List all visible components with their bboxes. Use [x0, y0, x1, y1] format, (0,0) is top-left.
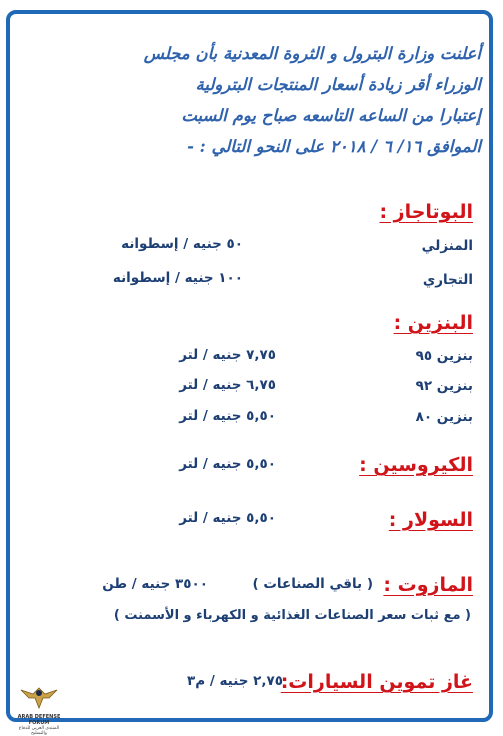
benzine-80-price: ٥,٥٠ جنيه / لتر	[179, 408, 276, 424]
intro-line-4: الموافق ١٦/ ٦ / ٢٠١٨ على النحو التالي : -	[187, 137, 481, 156]
butagas-heading: البوتاجاز :	[379, 201, 473, 223]
benzine-95-label: بنزين ٩٥	[415, 348, 473, 364]
solar-price: ٥,٥٠ جنيه / لتر	[179, 510, 276, 526]
intro-line-1: أعلنت وزارة البترول و الثروة المعدنية بأن مجلس	[143, 44, 481, 63]
benzine-92-price: ٦,٧٥ جنيه / لتر	[179, 377, 276, 393]
watermark-line-1: ARAB DEFENSE FORUM	[17, 714, 61, 726]
cng-price: ٢,٧٥ جنيه / م٣	[187, 673, 283, 689]
solar-heading: السولار :	[388, 509, 473, 531]
mazout-fixed-note: ( مع ثبات سعر الصناعات الغذائية و الكهرباء و الأسمنت )	[113, 608, 471, 623]
mazout-heading: المازوت :	[383, 574, 473, 596]
butagas-home-label: المنزلي	[421, 238, 473, 254]
kerosene-price: ٥,٥٠ جنيه / لتر	[179, 456, 276, 472]
benzine-92-label: بنزين ٩٢	[415, 378, 473, 394]
intro-paragraph	[26, 38, 481, 162]
mazout-note: ( باقي الصناعات )	[252, 576, 373, 592]
benzine-95-price: ٧,٧٥ جنيه / لتر	[179, 347, 276, 363]
butagas-commercial-price: ١٠٠ جنيه / إسطوانه	[112, 270, 243, 286]
kerosene-heading: الكيروسين :	[359, 454, 473, 476]
benzine-80-label: بنزين ٨٠	[415, 409, 473, 425]
intro-line-2: الوزراء أقر زيادة أسعار المنتجات البترولية	[195, 75, 481, 94]
watermark-logo	[14, 684, 64, 736]
cng-heading: غاز تموين السيارات:	[280, 671, 473, 693]
mazout-price: ٣٥٠٠ جنيه / طن	[102, 576, 208, 592]
watermark-line-2: المنتدى العربي للدفاع والتسليح	[18, 726, 60, 736]
eagle-logo-icon	[19, 684, 59, 710]
benzine-heading: البنزين :	[393, 312, 473, 334]
butagas-home-price: ٥٠ جنيه / إسطوانه	[121, 236, 243, 252]
butagas-commercial-label: التجاري	[422, 272, 473, 288]
intro-line-3: إعتبارا من الساعه التاسعه صباح يوم السبت	[181, 106, 481, 125]
